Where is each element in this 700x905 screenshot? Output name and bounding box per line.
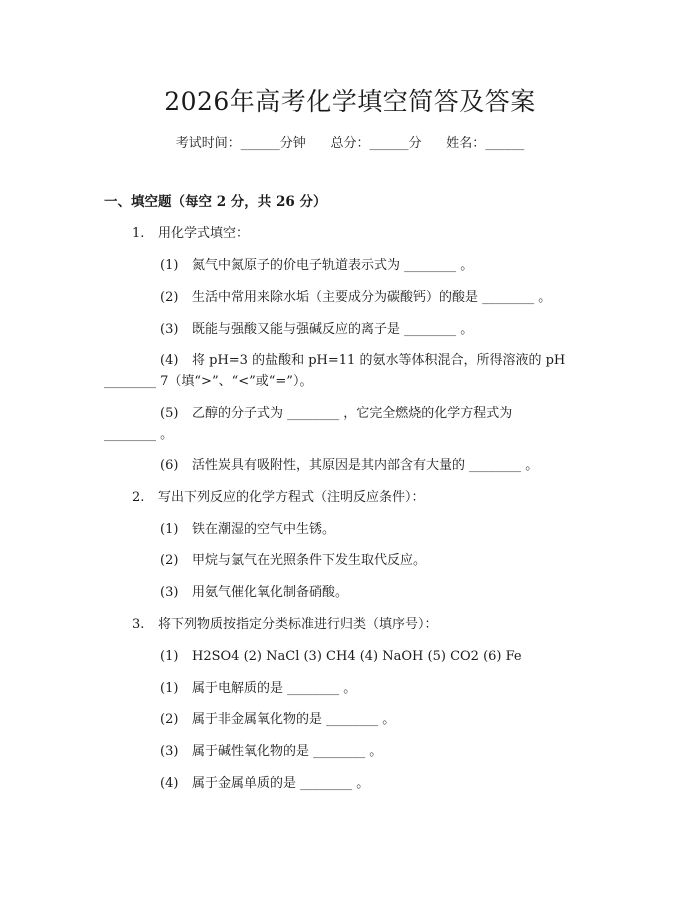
question-1 xyxy=(132,225,249,243)
q2-item-2 xyxy=(160,552,426,570)
question-text: 写出下列反应的化学方程式（注明反应条件）： xyxy=(158,490,425,505)
question-2 xyxy=(132,489,425,507)
q1-item-1 xyxy=(160,257,473,275)
question-number: 2. xyxy=(132,490,145,505)
item-number: (4) xyxy=(160,776,179,791)
item-text: 将 pH=3 的盐酸和 pH=11 的氨水等体积混合，所得溶液的 pH xyxy=(192,353,566,368)
item-text: 甲烷与氯气在光照条件下发生取代反应。 xyxy=(192,553,427,568)
q1-item-3 xyxy=(160,321,473,339)
item-number: (1) xyxy=(160,522,179,537)
q1-item-5-continued: ________ 。 xyxy=(104,427,174,442)
exam-meta: 考试时间：______分钟 总分：______分 姓名：______ xyxy=(175,136,525,151)
item-text: 属于非金属氧化物的是 ________ 。 xyxy=(192,712,396,727)
item-number: (5) xyxy=(160,406,179,421)
item-number: (2) xyxy=(160,290,179,305)
section-heading: 一、填空题（每空 2 分，共 26 分） xyxy=(104,194,327,210)
question-number: 3. xyxy=(132,617,145,632)
question-number: 1. xyxy=(132,226,145,241)
item-number: (2) xyxy=(160,712,179,727)
q3-item-2 xyxy=(160,711,395,729)
item-text: H2SO4 (2) NaCl (3) CH4 (4) NaOH (5) CO2 (6) Fe xyxy=(192,649,522,664)
item-text: 氮气中氮原子的价电子轨道表示式为 ________ 。 xyxy=(192,258,474,273)
item-number: (3) xyxy=(160,744,179,759)
item-number: (3) xyxy=(160,585,179,600)
q1-item-2 xyxy=(160,289,551,307)
q1-item-4-continued: ________ 7（填“>”、“<”或“=”）。 xyxy=(104,374,313,389)
question-text: 将下列物质按指定分类标准进行归类（填序号）： xyxy=(158,617,438,632)
question-text: 用化学式填空： xyxy=(158,226,250,241)
q3-substance-list xyxy=(160,648,522,666)
item-number: (3) xyxy=(160,322,179,337)
item-text: 既能与强酸又能与强碱反应的离子是 ________ 。 xyxy=(192,322,474,337)
item-text: 属于电解质的是 ________ 。 xyxy=(192,681,357,696)
q1-item-6 xyxy=(160,457,538,475)
item-number: (1) xyxy=(160,681,179,696)
item-text: 铁在潮湿的空气中生锈。 xyxy=(192,522,336,537)
q3-item-4 xyxy=(160,775,369,793)
item-number: (6) xyxy=(160,458,179,473)
page-title: 2026年高考化学填空简答及答案 xyxy=(164,87,536,116)
q3-item-3 xyxy=(160,743,382,761)
q2-item-1 xyxy=(160,521,335,539)
item-text: 属于金属单质的是 ________ 。 xyxy=(192,776,370,791)
item-number: (1) xyxy=(160,258,179,273)
item-text: 用氨气催化氧化制备硝酸。 xyxy=(192,585,349,600)
item-text: 生活中常用来除水垢（主要成分为碳酸钙）的酸是 ________ 。 xyxy=(192,290,552,305)
item-number: (4) xyxy=(160,353,179,368)
item-text: 活性炭具有吸附性，其原因是其内部含有大量的 ________ 。 xyxy=(192,458,539,473)
q1-item-4 xyxy=(160,352,565,370)
item-text: 乙醇的分子式为 ________ ，它完全燃烧的化学方程式为 xyxy=(192,406,513,421)
item-number: (1) xyxy=(160,649,179,664)
q3-item-1 xyxy=(160,680,356,698)
item-text: 属于碱性氧化物的是 ________ 。 xyxy=(192,744,383,759)
question-3 xyxy=(132,616,438,634)
q2-item-3 xyxy=(160,584,348,602)
item-number: (2) xyxy=(160,553,179,568)
q1-item-5 xyxy=(160,405,512,423)
